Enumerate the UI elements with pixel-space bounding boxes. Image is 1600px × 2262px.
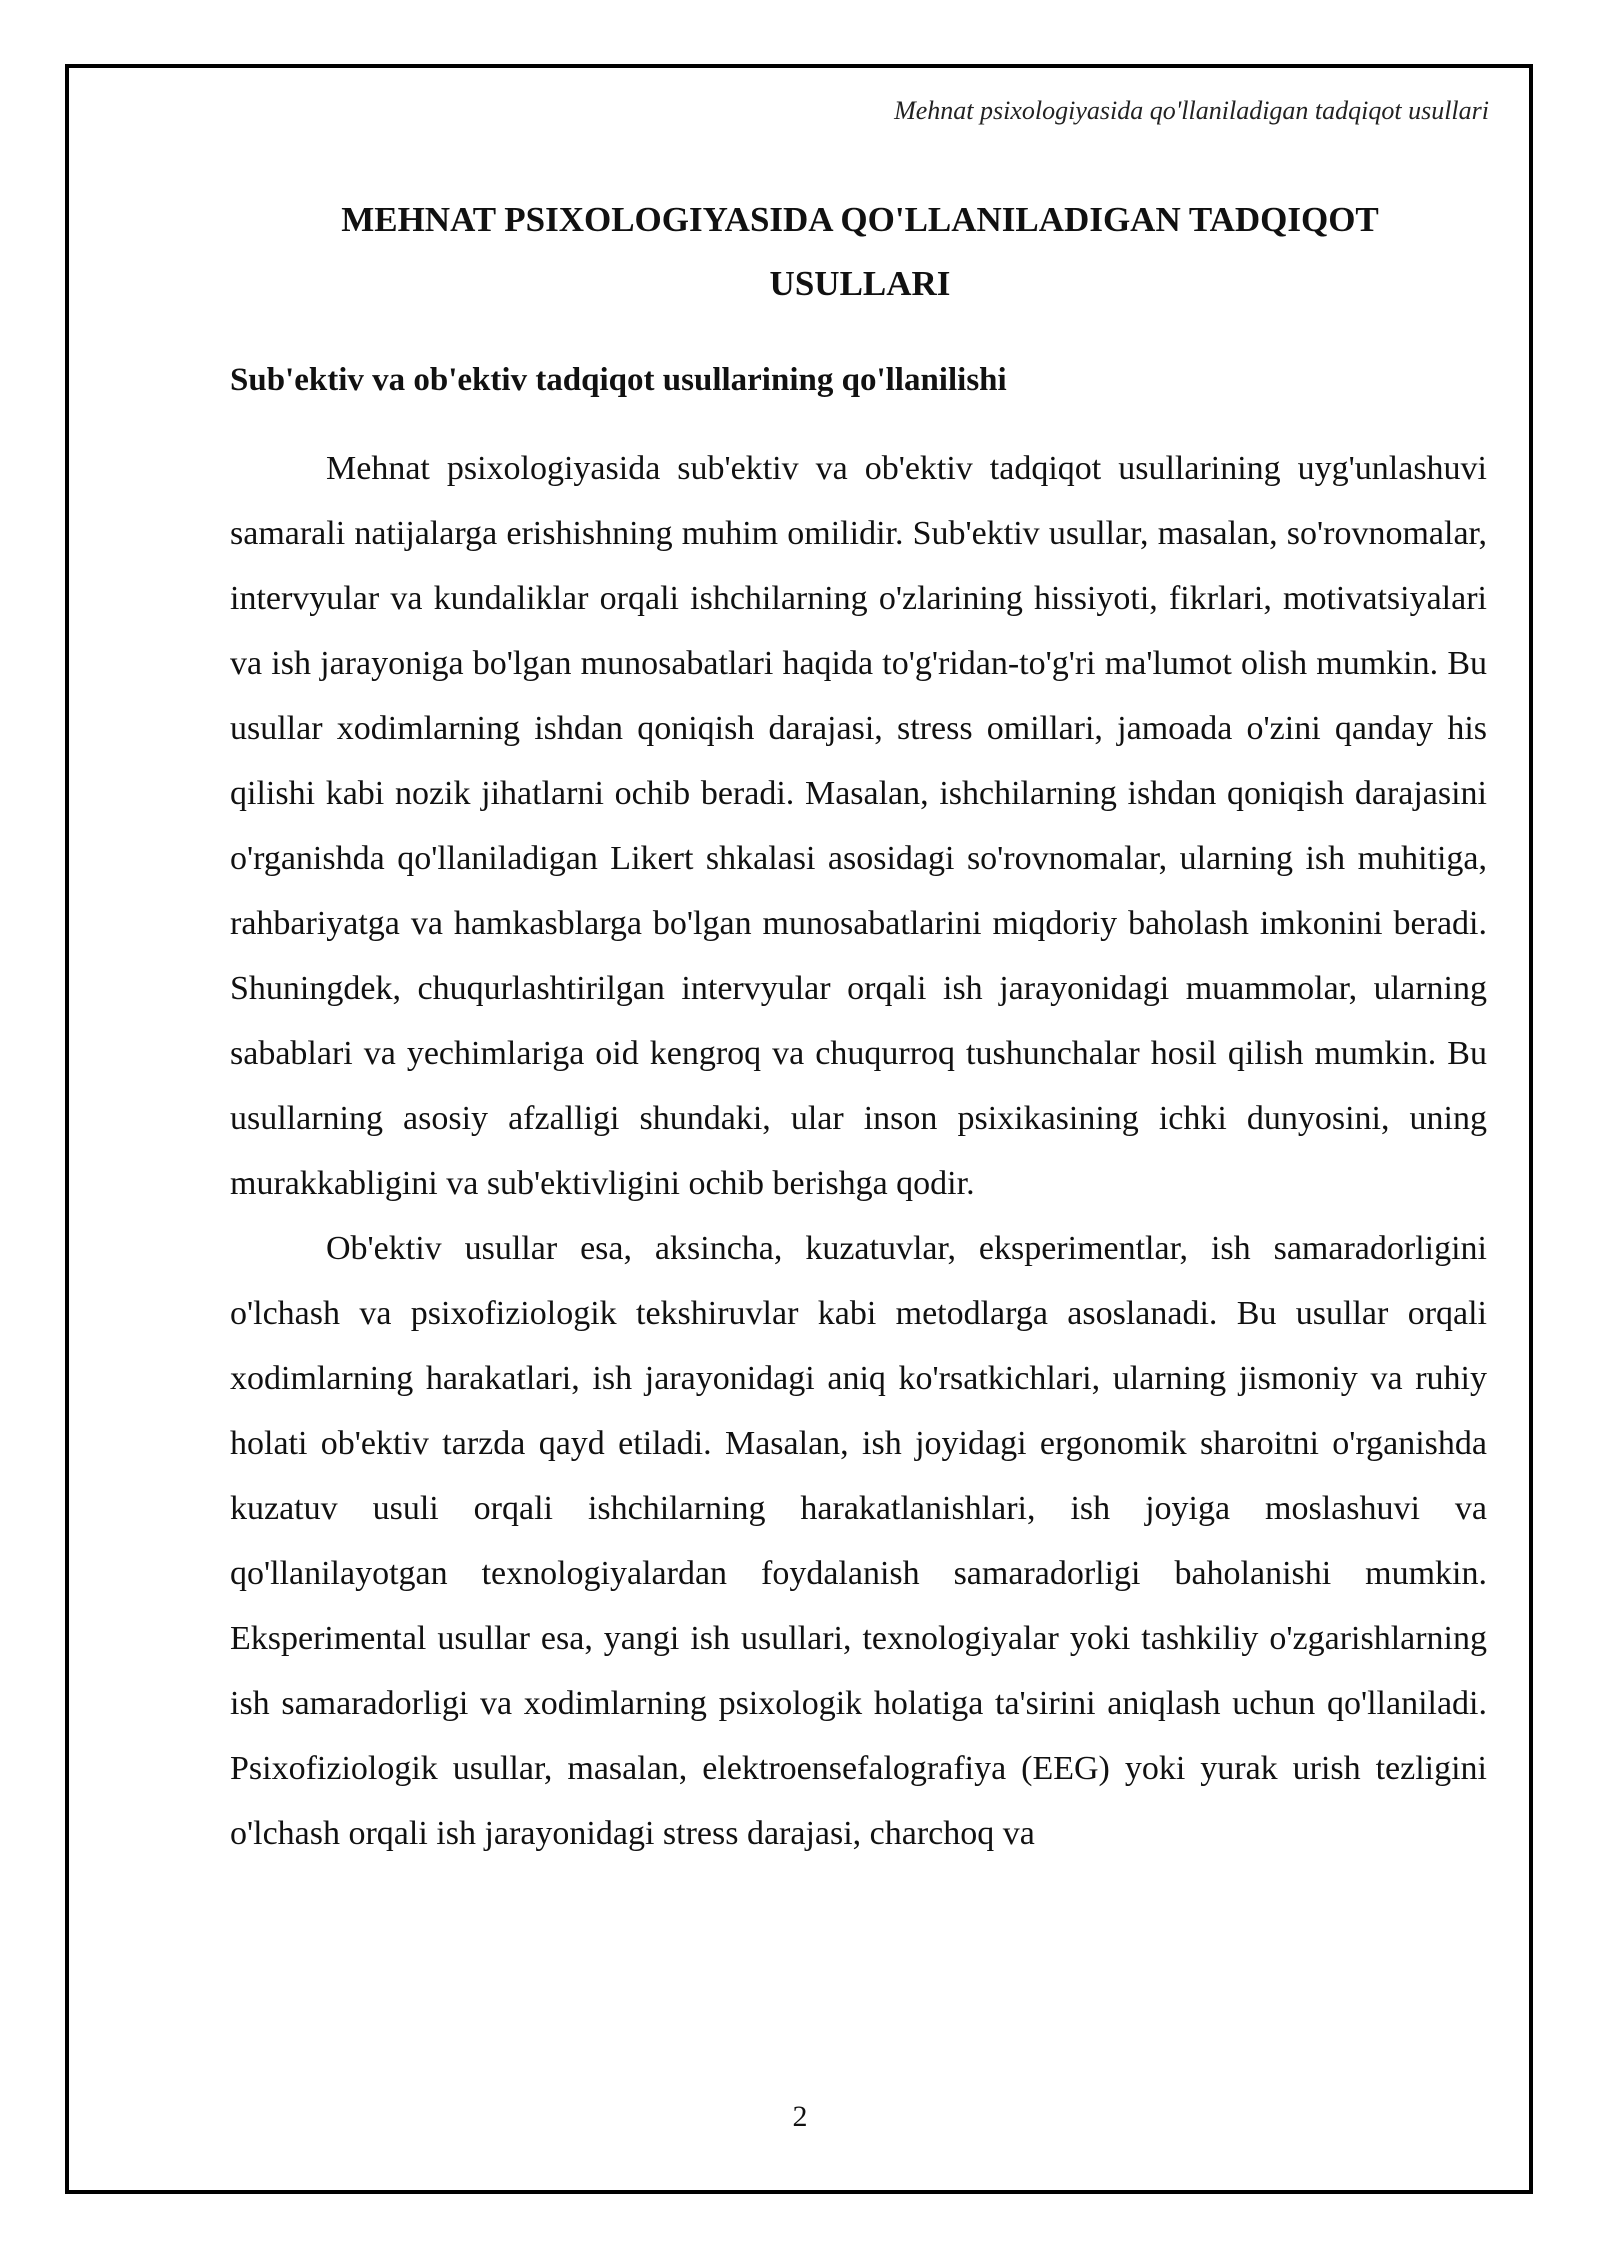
body-text [230,436,1487,1866]
running-header: Mehnat psixologiyasida qo'llaniladigan tadqiqot usullari [894,96,1489,125]
paragraph-2: Ob'ektiv usullar esa, aksincha, kuzatuvlar, eksperimentlar, ish samaradorligini o'lchash va psixofiziologik tekshiruvlar kabi metodlarga asoslanadi. Bu usullar orqali xodimlarning harakatlari, ish jarayonidagi aniq ko'rsatkichlari, ularning jismoniy va ruhiy holati ob'ektiv tarzda qayd etiladi. Masalan, ish joyidagi ergonomik sharoitni o'rganishda kuzatuv usuli orqali ishchilarning harakatlanishlari, ish joyiga moslashuvi va qo'llanilayotgan texnologiyalardan foydalanish samaradorligi baholanishi mumkin. Eksperimental usullar esa, yangi ish usullari, texnologiyalar yoki tashkiliy o'zgarishlarning ish samaradorligi va xodimlarning psixologik holatiga ta'sirini aniqlash uchun qo'llaniladi. Psixofiziologik usullar, masalan, elektroensefalografiya (EEG) yoki yurak urish tezligini o'lchash orqali ish jarayonidagi stress darajasi, charchoq va [230,1230,1487,1852]
document-title [232,188,1488,316]
document-title-line-2: USULLARI [769,264,951,303]
paragraph-1: Mehnat psixologiyasida sub'ektiv va ob'ektiv tadqiqot usullarining uyg'unlashuvi samarali natijalarga erishishning muhim omilidir. Sub'ektiv usullar, masalan, so'rovnomalar, intervyular va kundaliklar orqali ishchilarning o'zlarining hissiyoti, fikrlari, motivatsiyalari va ish jarayoniga bo'lgan munosabatlari haqida to'g'ridan-to'g'ri ma'lumot olish mumkin. Bu usullar xodimlarning ishdan qoniqish darajasi, stress omillari, jamoada o'zini qanday his qilishi kabi nozik jihatlarni ochib beradi. Masalan, ishchilarning ishdan qoniqish darajasini o'rganishda qo'llaniladigan Likert shkalasi asosidagi so'rovnomalar, ularning ish muhitiga, rahbariyatga va hamkasblarga bo'lgan munosabatlarini miqdoriy baholash imkonini beradi. Shuningdek, chuqurlashtirilgan intervyular orqali ish jarayonidagi muammolar, ularning sabablari va yechimlariga oid kengroq va chuqurroq tushunchalar hosil qilish mumkin. Bu usullarning asosiy afzalligi shundaki, ular inson psixikasining ichki dunyosini, uning murakkabligini va sub'ektivligini ochib berishga qodir. [230,450,1487,1202]
page-number: 2 [792,2100,808,2133]
document-title-line-1: MEHNAT PSIXOLOGIYASIDA QO'LLANILADIGAN TADQIQOT [341,200,1379,239]
section-heading: Sub'ektiv va ob'ektiv tadqiqot usullarining qo'llanilishi [230,362,1007,398]
